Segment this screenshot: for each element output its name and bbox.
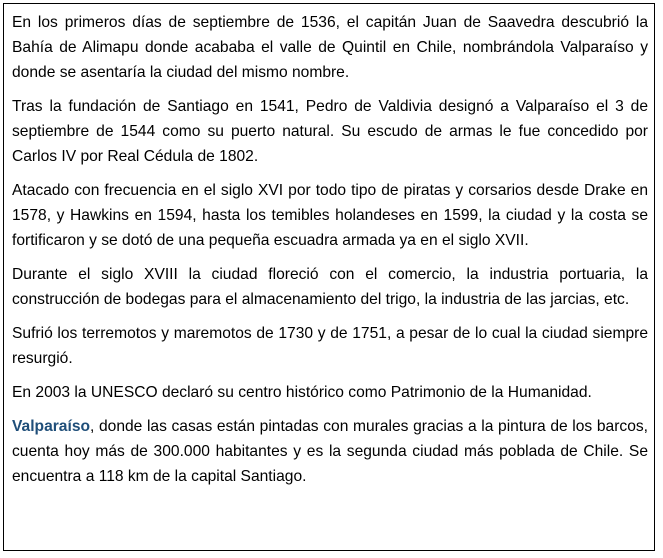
paragraph-unesco: En 2003 la UNESCO declaró su centro histórico como Patrimonio de la Humanidad. [12, 384, 592, 401]
paragraph-pirate-attacks: Atacado con frecuencia en el siglo XVI por todo tipo de piratas y corsarios desde Drake en 1578, y Hawkins en 1594, hasta los temibles holandeses en 1599, la ciudad y la costa se fortificaron y se dotó de una pequeña escuadra armada ya en el siglo XVII. [12, 182, 648, 249]
population-text: , donde las casas están pintadas con murales gracias a la pintura de los barcos, cuenta hoy más de 300.000 habitantes y es la segunda ciudad más poblada de Chile. Se encuentra a 118 km de la capital Santiago. [12, 418, 648, 485]
paragraph-earthquakes: Sufrió los terremotos y maremotos de 1730 y de 1751, a pesar de lo cual la ciudad siempre resurgió. [12, 325, 648, 367]
paragraph-eighteenth-century: Durante el siglo XVIII la ciudad floreció con el comercio, la industria portuaria, la construcción de bodegas para el almacenamiento del trigo, la industria de las jarcias, etc. [12, 266, 648, 308]
document-text-box [3, 3, 655, 551]
paragraph-discovery: En los primeros días de septiembre de 1536, el capitán Juan de Saavedra descubrió la Bahía de Alimapu donde acababa el valle de Quintil en Chile, nombrándola Valparaíso y donde se asentaría la ciudad del mismo nombre. [12, 14, 648, 81]
paragraph-population [12, 414, 648, 489]
city-name-bold: Valparaíso [12, 418, 91, 435]
paragraph-port-designation: Tras la fundación de Santiago en 1541, Pedro de Valdivia designó a Valparaíso el 3 de septiembre de 1544 como su puerto natural. Su escudo de armas le fue concedido por Carlos IV por Real Cédula de 1802. [12, 98, 648, 165]
